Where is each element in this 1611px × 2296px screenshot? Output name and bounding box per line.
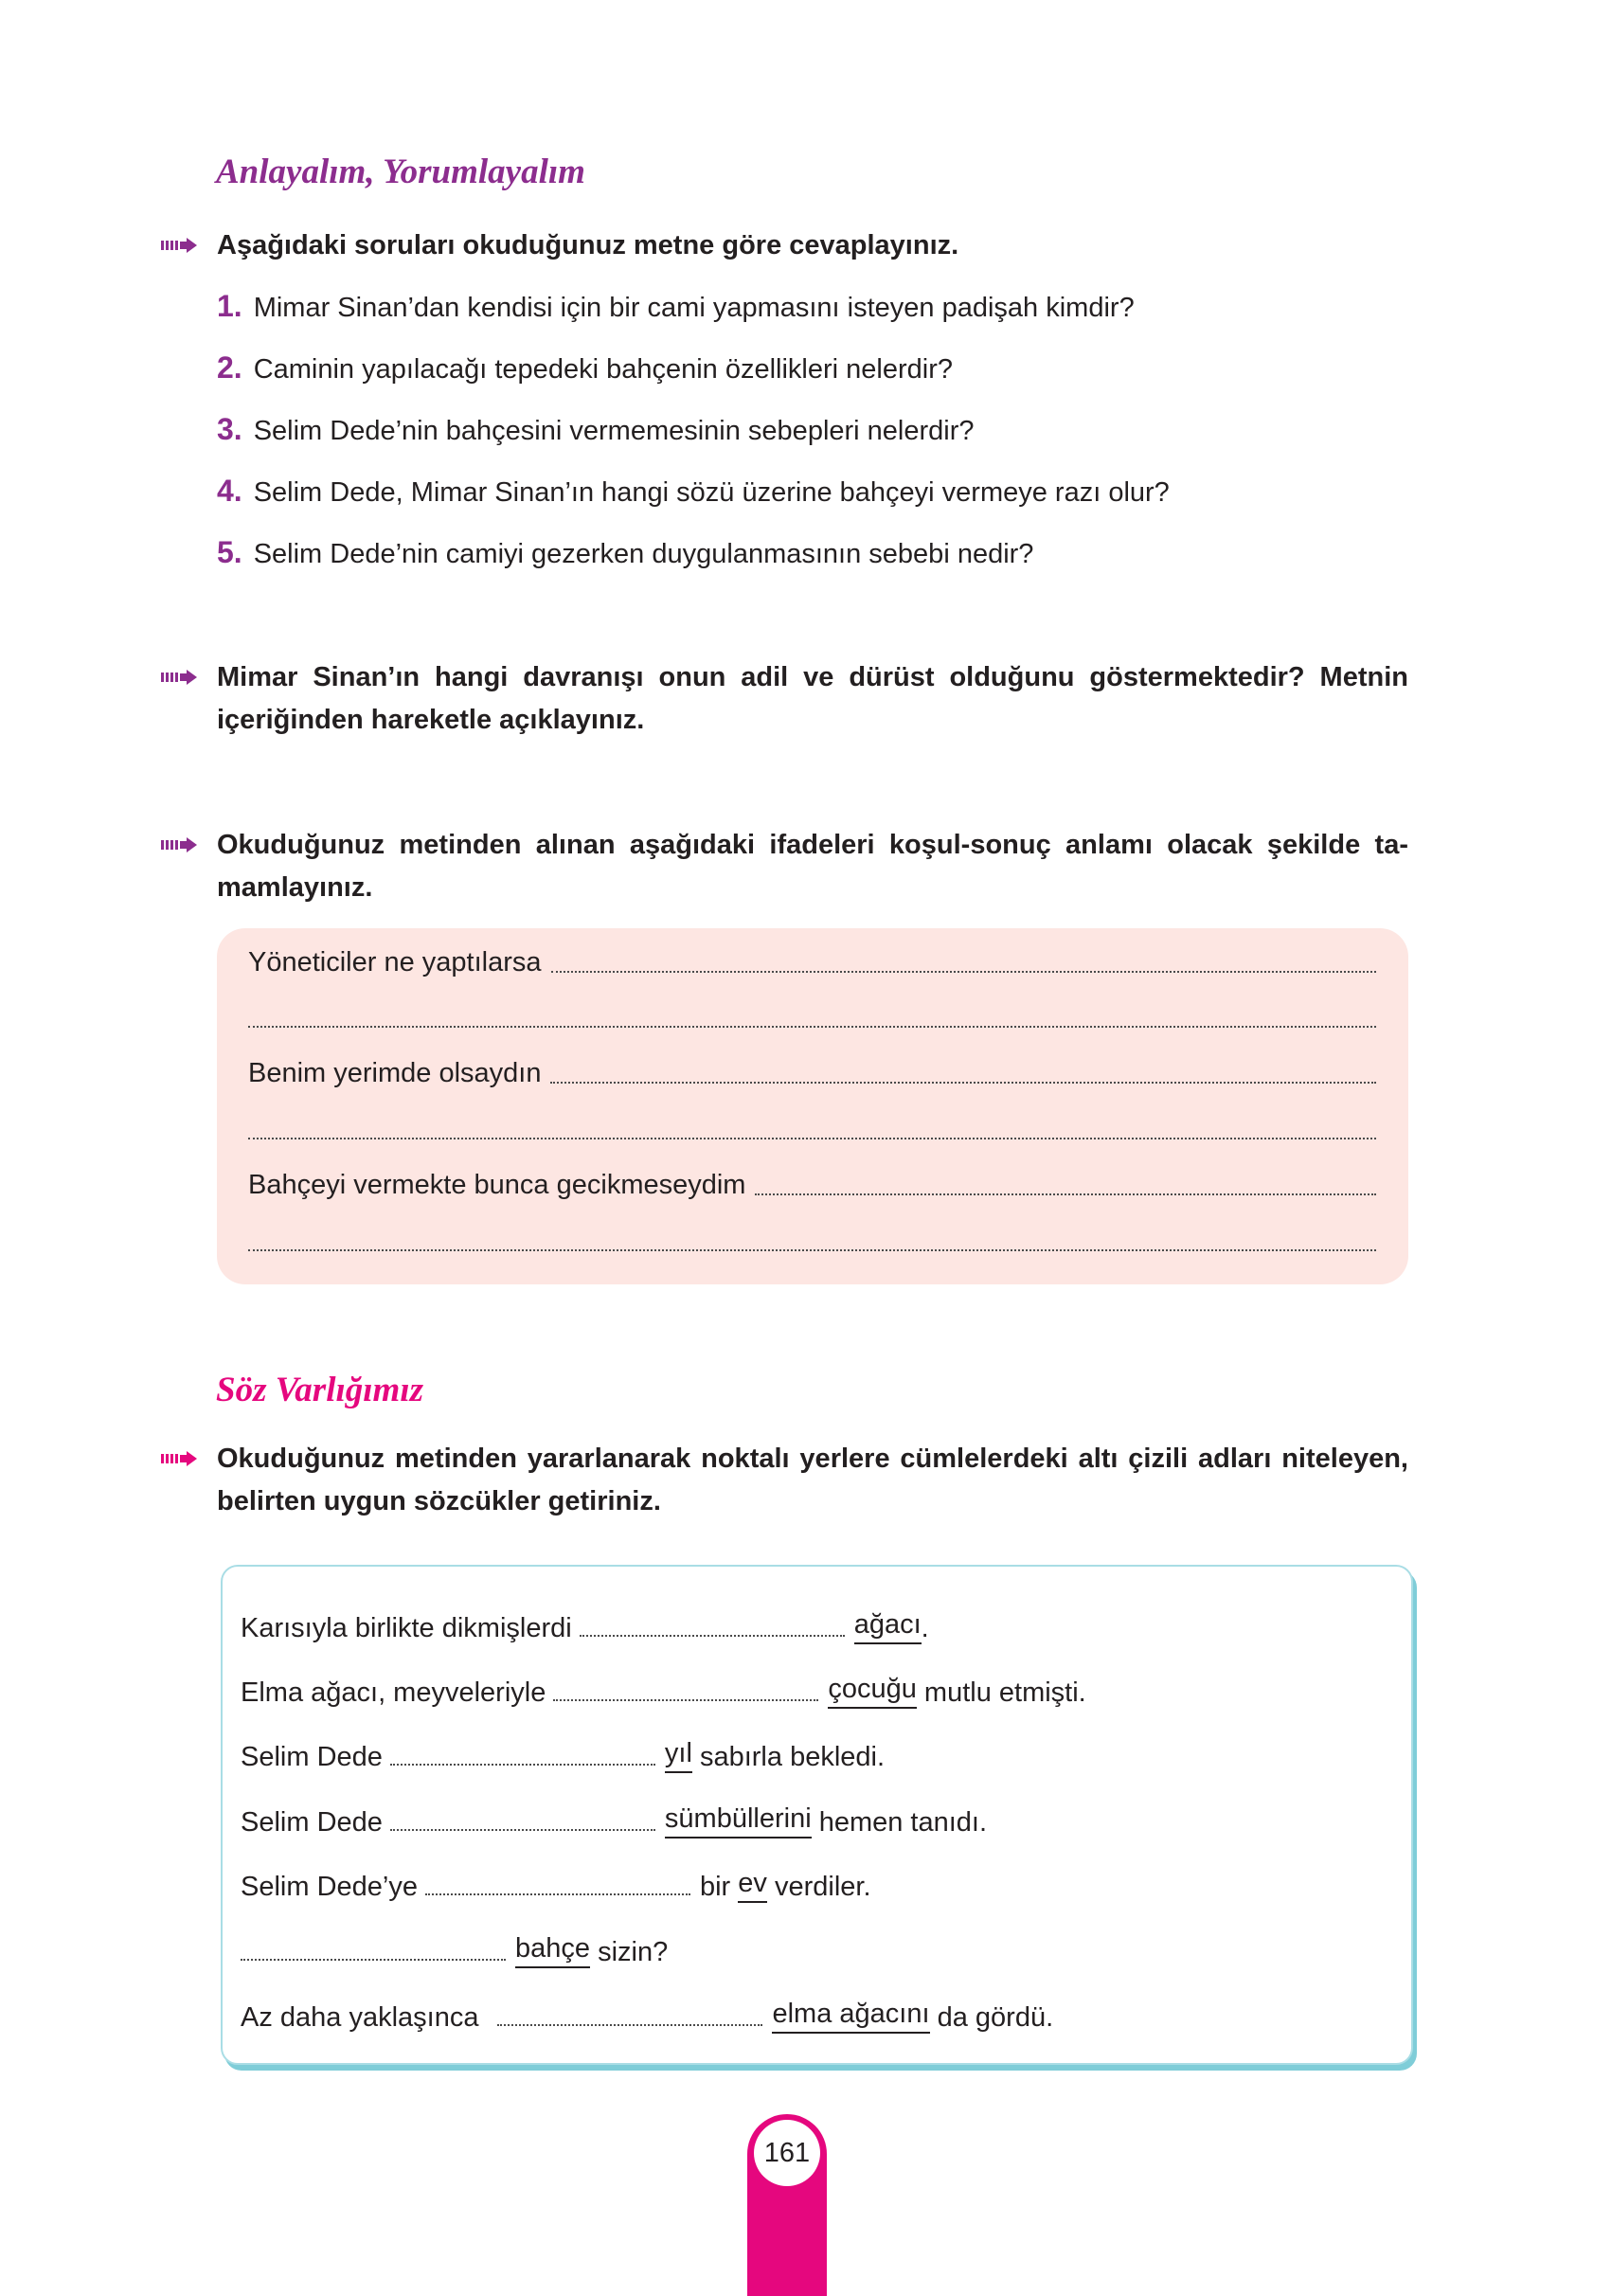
arrow-bullet-icon (161, 670, 197, 685)
dotted-answer-line[interactable] (550, 1082, 1376, 1084)
underlined-word: elma ağacını (772, 1999, 929, 2034)
sentence-row: Selim Dede’ye bir ev verdiler. (241, 1868, 871, 1902)
fill-in-sentences-box (221, 1565, 1413, 2065)
question-item: 1. Mimar Sinan’dan kendisi için bir cami yapmasını isteyen padişah kimdir? (217, 289, 1135, 323)
dotted-answer-line[interactable] (497, 2024, 762, 2026)
question-item: 5. Selim Dede’nin camiyi gezerken duygulanmasının sebebi nedir? (217, 535, 1034, 569)
underlined-word: ağacı (854, 1609, 922, 1644)
fill-line (248, 996, 1376, 1033)
sentence-row: Selim Dede yıl sabırla bekledi. (241, 1738, 886, 1772)
sentence-row: bahçe sizin? (241, 1925, 668, 1968)
question-list (217, 284, 1170, 592)
arrow-bullet-icon (161, 1451, 197, 1466)
condition-result-box (217, 928, 1408, 1284)
dotted-answer-line[interactable] (248, 1138, 1376, 1139)
underlined-word: çocuğu (828, 1674, 917, 1709)
arrow-bullet-icon (161, 837, 197, 852)
underlined-word: sümbüllerini (665, 1803, 812, 1839)
section-heading-anlayalim: Anlayalım, Yorumlayalım (216, 152, 585, 191)
sentence-row: Selim Dede sümbüllerini hemen tanıdı. (241, 1803, 988, 1838)
dotted-answer-line[interactable] (248, 1249, 1376, 1251)
instruction-soz-varligi: Okuduğunuz metinden yararlanarak noktalı yerlere cümlelerdeki altı çizili adları niteleyen, belirten uygun sözcükler getiriniz. (217, 1444, 1408, 1516)
fill-line: Bahçeyi vermekte bunca gecikmeseydim (248, 1163, 1376, 1201)
dotted-answer-line[interactable] (553, 1699, 818, 1701)
dotted-answer-line[interactable] (755, 1193, 1376, 1195)
dotted-answer-line[interactable] (248, 1026, 1376, 1028)
dotted-answer-line[interactable] (390, 1764, 655, 1766)
arrow-bullet-icon (161, 238, 197, 253)
underlined-word: yıl (665, 1738, 692, 1773)
underlined-word: ev (738, 1868, 767, 1903)
question-item: 2. Caminin yapılacağı tepedeki bahçenin özellikleri nelerdir? (217, 350, 953, 385)
dotted-answer-line[interactable] (390, 1829, 655, 1831)
fill-line: Yöneticiler ne yaptılarsa (248, 941, 1376, 978)
fill-line (248, 1219, 1376, 1257)
dotted-answer-line[interactable] (241, 1959, 506, 1961)
sentence-row: Elma ağacı, meyveleriyle çocuğu mutlu etmişti. (241, 1674, 1086, 1708)
page-number: 161 (754, 2120, 820, 2186)
dotted-answer-line[interactable] (425, 1893, 690, 1895)
dotted-answer-line[interactable] (551, 971, 1377, 973)
sentence-row: Karısıyla birlikte dikmişlerdi ağacı . (241, 1609, 929, 1643)
dotted-answer-line[interactable] (580, 1635, 845, 1637)
fill-line: Benim yerimde olsaydın (248, 1051, 1376, 1089)
question-item: 3. Selim Dede’nin bahçesini vermemesinin sebepleri nelerdir? (217, 412, 975, 446)
section-heading-soz-varligimiz: Söz Varlığımız (216, 1371, 424, 1409)
sentence-row: Az daha yaklaşınca elma ağacını da gördü. (241, 1999, 1054, 2033)
instruction-kosul-sonuc: Okuduğunuz metinden alınan aşağıdaki ifadeleri koşul-sonuç anlamı olacak şekilde tamamlayınız. (217, 830, 1408, 903)
question-item: 4. Selim Dede, Mimar Sinan’ın hangi sözü üzerine bahçeyi vermeye razı olur? (217, 474, 1170, 508)
underlined-word: bahçe (515, 1933, 590, 1968)
instruction-adil-durust: Mimar Sinan’ın hangi davranışı onun adil ve dürüst olduğunu göstermektedir? Metnin içeriğinden hareketle açıklayınız. (217, 662, 1408, 735)
instruction-answer-questions: Aşağıdaki soruları okuduğunuz metne göre cevaplayınız. (217, 230, 959, 260)
fill-line (248, 1107, 1376, 1145)
